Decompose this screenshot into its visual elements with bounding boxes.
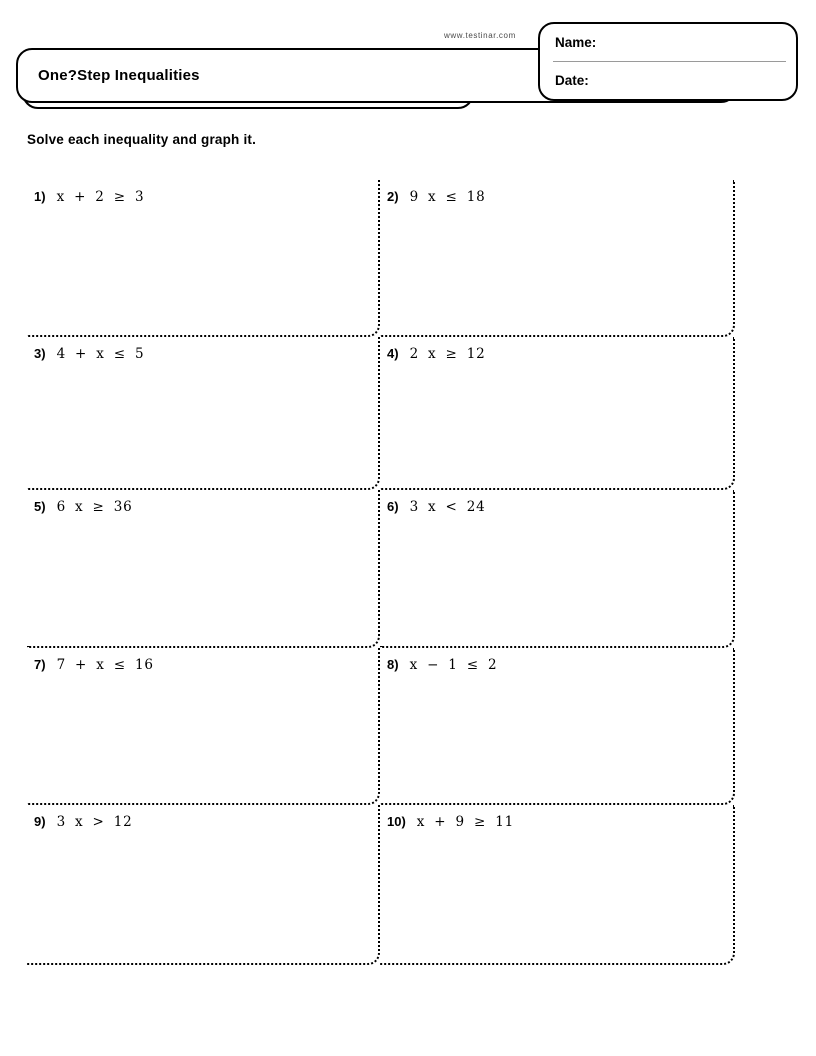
problem-cell-2 [380,180,735,337]
problem-expression: 3 x > 12 [56,814,133,830]
problem-expression: 3 x < 24 [409,499,486,515]
date-input-area[interactable] [589,62,796,99]
problem-expression: x + 9 ≥ 11 [416,814,514,830]
problem-cell-3 [27,337,380,490]
problems-grid [27,180,735,965]
worksheet-title: One?Step Inequalities [38,67,200,84]
problem-number: 3) [34,346,46,361]
problem-number: 1) [34,189,46,204]
name-label: Name: [555,35,597,50]
problem-number: 6) [387,499,399,514]
problem-expression: 2 x ≥ 12 [409,346,486,362]
name-input-area[interactable] [596,24,796,61]
problem-number: 2) [387,189,399,204]
website-url: www.testinar.com [444,31,516,40]
problem-expression: 6 x ≥ 36 [56,499,133,515]
problem-cell-6 [380,490,735,648]
problem-number: 5) [34,499,46,514]
problem-cell-7 [27,648,380,805]
problem-number: 8) [387,657,399,672]
problem-cell-8 [380,648,735,805]
problem-cell-4 [380,337,735,490]
instruction-text: Solve each inequality and graph it. [27,132,257,147]
problem-expression: x + 2 ≥ 3 [56,189,145,205]
problem-number: 4) [387,346,399,361]
problem-number: 7) [34,657,46,672]
problem-number: 9) [34,814,46,829]
problem-cell-5 [27,490,380,648]
problem-cell-10 [380,805,735,965]
problem-number: 10) [387,814,406,829]
name-date-box [538,22,798,101]
problem-expression: 4 + x ≤ 5 [56,346,145,362]
problem-cell-1 [27,180,380,337]
problem-cell-9 [27,805,380,965]
date-label: Date: [555,73,589,88]
problem-expression: 9 x ≤ 18 [409,189,486,205]
problem-expression: 7 + x ≤ 16 [56,657,154,673]
problem-expression: x − 1 ≤ 2 [409,657,498,673]
